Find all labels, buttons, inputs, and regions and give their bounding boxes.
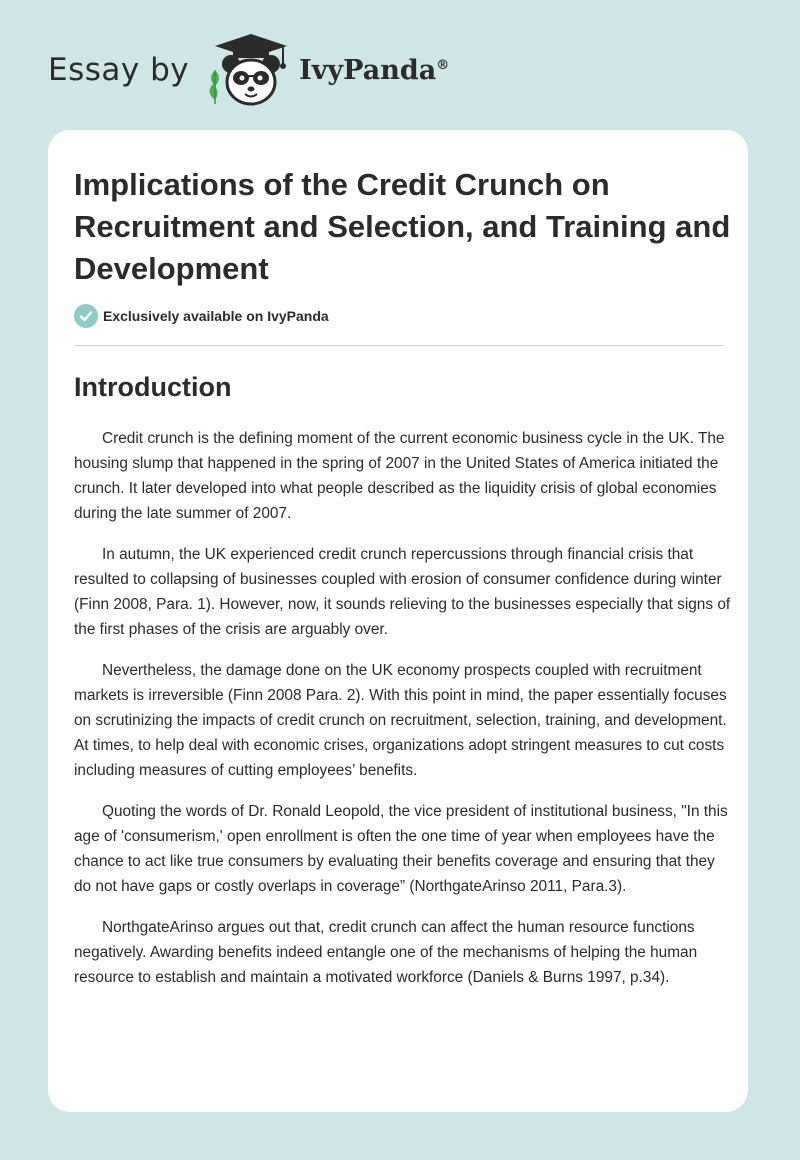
- essay-card: [48, 130, 748, 1112]
- section-heading: Introduction: [74, 372, 232, 402]
- panda-graduate-icon: [203, 30, 299, 110]
- paragraph: Credit crunch is the defining moment of the current economic business cycle in the UK. The housing slump that happened in the spring of 2007 in the United States of America initiated the crunch. It later developed into what people described as the liquidity crisis of global economies during the late summer of 2007.: [74, 430, 725, 522]
- divider: [74, 345, 724, 346]
- check-circle-icon: [74, 304, 98, 328]
- registered-mark: ®: [436, 57, 450, 73]
- brand-name-text: IvyPanda: [299, 54, 437, 86]
- essay-body: [74, 426, 734, 1006]
- paragraph: Nevertheless, the damage done on the UK economy prospects coupled with recruitment markets is irreversible (Finn 2008 Para. 2). With this point in mind, the paper essentially focuses on scrutinizing the impacts of credit crunch on recruitment, selection, training, and development. At times, to help deal with economic crises, organizations adopt stringent measures to cut costs including measures of cutting employees’ benefits.: [74, 662, 727, 779]
- brand-header[interactable]: [48, 30, 449, 110]
- exclusive-badge: [74, 304, 329, 328]
- paragraph: NorthgateArinso argues out that, credit crunch can affect the human resource functions negatively. Awarding benefits indeed entangle one of the mechanisms of helping the human resource to establish and maintain a motivated workforce (Daniels & Burns 1997, p.34).: [74, 919, 698, 986]
- paragraph: In autumn, the UK experienced credit crunch repercussions through financial crisis that resulted to collapsing of businesses coupled with erosion of consumer confidence during winter (Finn 2008, Para. 1). However, now, it sounds relieving to the businesses especially that signs of the first phases of the crisis are arguably over.: [74, 546, 731, 638]
- essay-title: Implications of the Credit Crunch on Recruitment and Selection, and Training and Development: [74, 167, 731, 286]
- paragraph: Quoting the words of Dr. Ronald Leopold, the vice president of institutional business, "In this age of 'consumerism,' open enrollment is often the one time of year when employees have the chance to act like true consumers by evaluating their benefits coverage and ensuring that they do not have gaps or costly overlaps in coverage” (NorthgateArinso 2011, Para.3).: [74, 803, 728, 895]
- essay-by-label: Essay by: [48, 52, 190, 88]
- brand-name: [299, 55, 449, 86]
- exclusive-label: Exclusively available on IvyPanda: [103, 308, 329, 324]
